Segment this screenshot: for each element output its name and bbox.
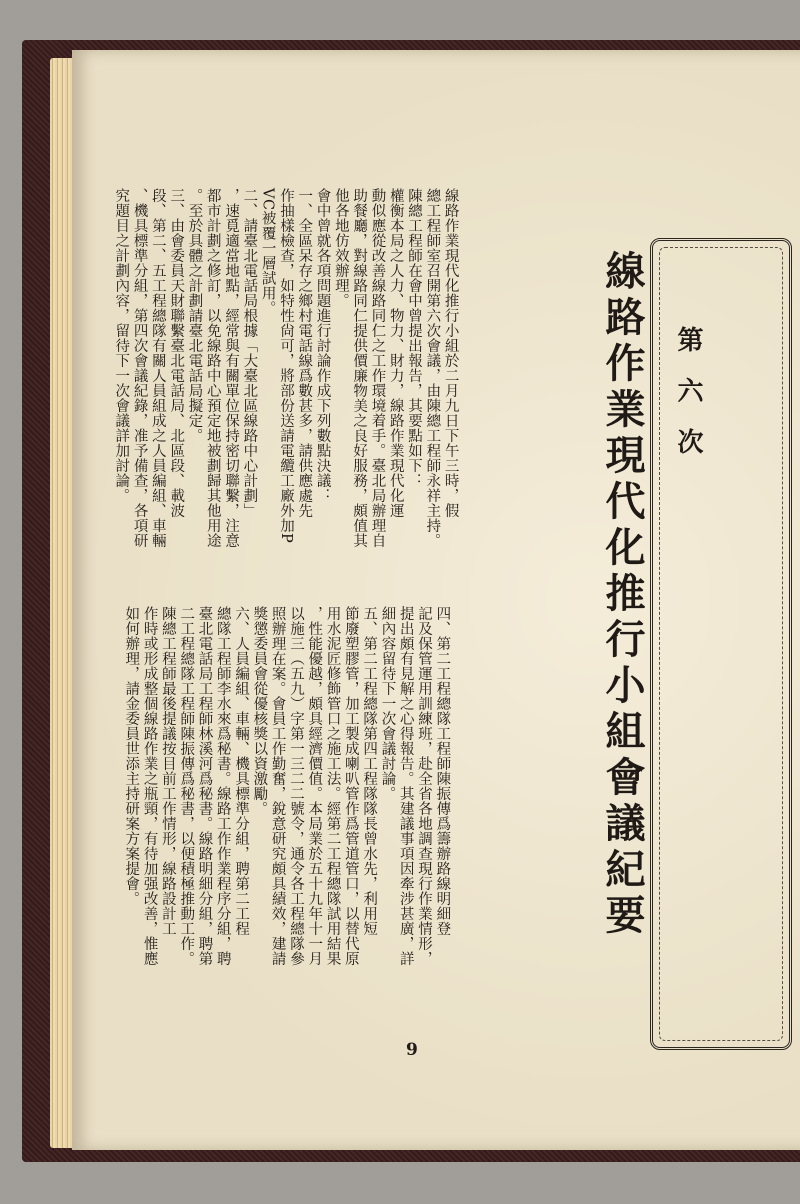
- text-line: 陳總工程師在會中曾提出報告，其要點如下：: [406, 188, 423, 488]
- text-line: 五、第二工程總隊第四工程隊隊長曾水先，利用短: [361, 606, 378, 936]
- series-label: 第 六 次: [673, 326, 703, 463]
- page-number: 9: [406, 1040, 418, 1060]
- text-line: 他各地仿效辦理。: [332, 188, 349, 308]
- text-line: 細內容留待下一次會議討論。: [379, 606, 396, 801]
- text-line: 都市計劃之修訂，以免線路中心預定地被劃歸其他用途: [204, 188, 221, 548]
- text-line: 究題目之計劃內容，留待下一次會議詳加討論。: [113, 188, 130, 503]
- text-line: 總隊工程師李水來爲秘書。線路工作作業程序分組，聘: [214, 606, 231, 966]
- text-line: 動似應從改善線路同仁之工作環境着手。臺北局辦理自: [369, 188, 386, 548]
- text-line: ，速覓適當地點，經常與有關單位保持密切聯繫，注意: [223, 188, 240, 548]
- text-line: 以施三（五九）字第一三二二號令，通令各工程總隊參: [287, 606, 304, 966]
- text-line: 臺北電話局工程師林溪河爲秘書。線路明細分組，聘第: [196, 606, 213, 966]
- text-line: 六、人員編組、車輛、機具標準分組，聘第二工程: [233, 606, 250, 936]
- page-title: 線路作業現代化推行小組會議紀要: [599, 250, 646, 940]
- text-line: VC被覆一層試用。: [259, 188, 276, 316]
- text-line: 節廢塑膠管，加工製成喇叭管作爲管道管口，以替代原: [342, 606, 359, 966]
- text-line: 獎懲委員會從優核獎以資激勵。: [251, 606, 268, 816]
- text-line: 記及保管運用訓練班，赴全省各地調查現行作業情形，: [416, 606, 433, 966]
- text-line: 助餐廳，對線路同仁提供價廉物美之良好服務，頗值其: [351, 188, 368, 548]
- text-line: 線路作業現代化推行小組於二月九日下午三時，假: [442, 188, 459, 518]
- book-page: [72, 50, 800, 1150]
- text-line: 會中曾就各項問題進行討論作成下列數點決議：: [314, 188, 331, 503]
- text-line: 用水泥匠修飾管口之施工法。經第二工程總隊試用結果: [324, 606, 341, 966]
- text-line: 提出頗有見解之心得報告。其建議事項因牽涉甚廣，詳: [397, 606, 414, 966]
- text-line: 作時或形成整個線路作業之瓶頸，有待加强改善，惟應: [141, 606, 158, 966]
- text-line: 二工程總隊工程師陳振傳爲秘書，以便積極推動工作。: [178, 606, 195, 966]
- text-line: 權衡本局之人力、物力、財力，線路作業現代化運: [387, 188, 404, 518]
- article-section-top: [112, 188, 460, 548]
- text-line: 。至於具體之計劃請臺北電話局擬定。: [186, 188, 203, 443]
- text-line: 四、第二工程總隊工程師陳振傳爲籌辦路線明細登: [434, 606, 451, 936]
- text-line: 作抽樣檢查，如特性尙可，將部份送請電纜工廠外加P: [277, 188, 294, 544]
- text-line: 二、請臺北電話局根據「大臺北區線路中心計劃」: [241, 188, 258, 518]
- text-line: 如何辦理，請金委員世添主持研案方案提會。: [123, 606, 140, 906]
- text-line: 總工程師室召開第六次會議，由陳總工程師永祥主持。: [424, 188, 441, 548]
- text-line: 段、第二、五工程總隊有關人員組成之人員編組、車輛: [149, 188, 166, 548]
- text-line: 、機具標準分組，第四次會議紀錄，准予備查，各項研: [131, 188, 148, 548]
- text-line: ，性能優越，頗具經濟價值。本局業於五十九年十一月: [306, 606, 323, 966]
- article-section-bottom: [122, 606, 451, 986]
- text-line: 陳總工程師最後提議按目前工作情形，線路設計工: [159, 606, 176, 936]
- text-line: 三、由會委員天財聯繫臺北電話局、北區段、載波: [168, 188, 185, 518]
- text-line: 照辦理在案。會員工作勤奮，銳意研究頗具績效，建請: [269, 606, 286, 966]
- text-line: 一、全區呆存之鄉村電話線爲數甚多，請供應處先: [296, 188, 313, 518]
